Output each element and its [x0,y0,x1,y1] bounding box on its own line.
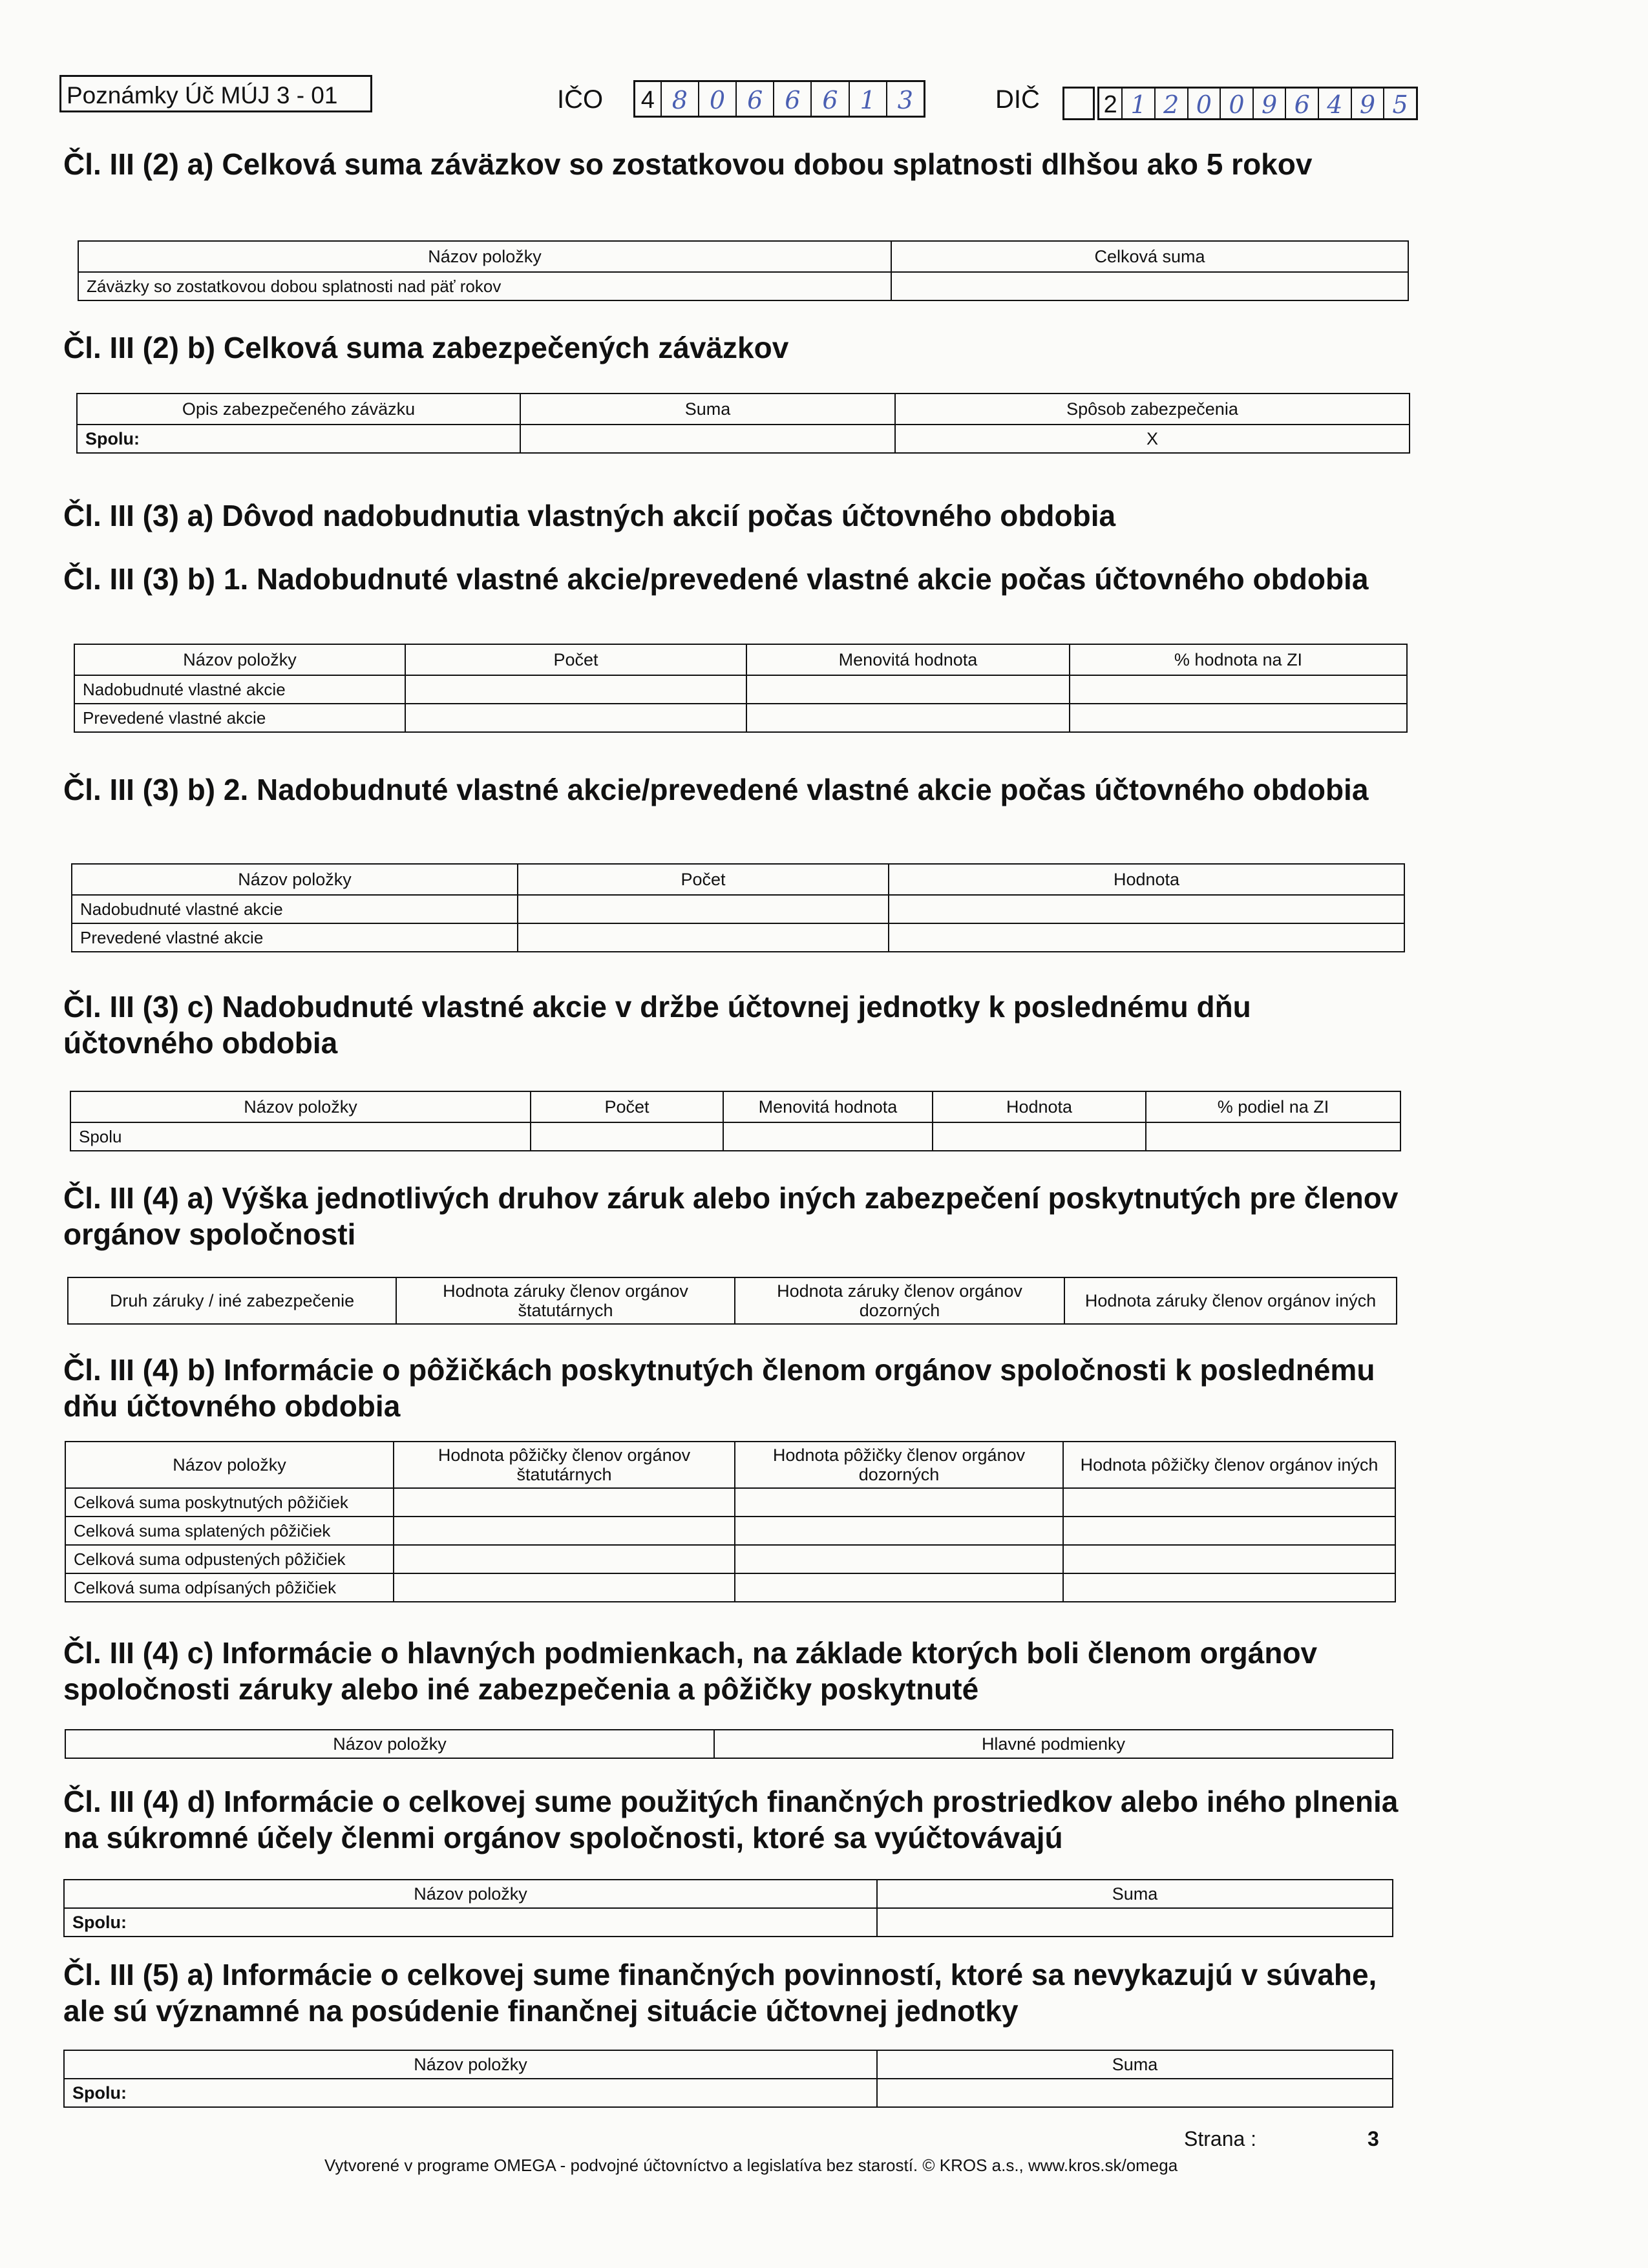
total-label: Spolu: [64,2079,877,2107]
page-label: Strana : [1184,2127,1257,2150]
table-cell [394,1488,735,1517]
table-cell [1070,704,1407,732]
table-cell [877,2079,1393,2107]
table-cell [518,923,889,952]
column-header: Menovitá hodnota [723,1091,933,1122]
form-code-box: Poznámky Úč MÚJ 3 - 01 [59,75,372,112]
dic-digit: 0 [1220,89,1252,118]
table-cell [723,1122,933,1151]
table-cell [933,1122,1146,1151]
dic-digit: 2 [1103,91,1117,118]
private-use-table [63,1879,1393,1937]
row-label: Celková suma poskytnutých pôžičiek [65,1488,394,1517]
section-heading: Čl. III (2) b) Celková suma zabezpečených záväzkov [63,331,789,364]
own-shares-table-1 [74,644,1408,733]
column-header: Hodnota pôžičky členov orgánov dozorných [735,1442,1063,1488]
total-label: Spolu: [64,1908,877,1937]
total-label: Spolu: [77,425,520,453]
table-cell [405,704,746,732]
column-header: Názov položky [74,644,405,675]
column-header: Hodnota záruky členov orgánov dozorných [735,1277,1064,1324]
ico-digit: 4 [640,87,655,114]
dic-digit: 6 [1285,89,1318,118]
column-header: Názov položky [65,1442,394,1488]
section-heading: Čl. III (2) a) Celková suma záväzkov so zostatkovou dobou splatnosti dlhšou ako 5 rokov [63,147,1313,181]
row-label: Prevedené vlastné akcie [72,923,518,952]
dic-digit: 1 [1121,89,1154,118]
section-heading: Čl. III (3) b) 1. Nadobudnuté vlastné akcie/prevedené vlastné akcie počas účtovného obdobia [63,562,1369,596]
section-heading: Čl. III (3) c) Nadobudnuté vlastné akcie v držbe účtovnej jednotky k poslednému dňu účtovného obdobia [63,990,1251,1060]
table-cell [735,1517,1063,1545]
column-header: Počet [531,1091,723,1122]
column-header: Suma [877,1880,1393,1908]
page-number: 3 [1368,2127,1379,2150]
table-cell [520,425,895,453]
main-conditions-table [65,1729,1393,1759]
column-header: Názov položky [64,2050,877,2079]
table-cell [1070,675,1407,704]
long-term-liabilities-table [78,240,1409,301]
column-header: % podiel na ZI [1146,1091,1400,1122]
table-cell [1063,1517,1395,1545]
column-header: Názov položky [70,1091,531,1122]
row-label: Spolu [70,1122,531,1151]
table-cell [735,1573,1063,1602]
column-header: Spôsob zabezpečenia [895,394,1410,425]
own-shares-table-2 [71,863,1405,952]
row-label: Celková suma splatených pôžičiek [65,1517,394,1545]
column-header: Názov položky [65,1730,714,1758]
footer-credit: Vytvorené v programe OMEGA - podvojné účtovníctvo a legislatíva bez starostí. © KROS a.s., www.kros.sk/omega [324,2156,1178,2175]
column-header: Hodnota [889,864,1404,895]
table-cell [891,272,1408,300]
row-label: Nadobudnuté vlastné akcie [74,675,405,704]
dic-field [1097,87,1418,120]
row-label: Celková suma odpísaných pôžičiek [65,1573,394,1602]
table-cell [746,704,1070,732]
ico-label: IČO [557,85,604,114]
column-header: Počet [518,864,889,895]
table-cell [394,1517,735,1545]
off-balance-table [63,2050,1393,2108]
section-heading: Čl. III (4) b) Informácie o pôžičkách poskytnutých členom orgánov spoločnosti k poslednému dňu účtovného obdobia [63,1353,1375,1423]
column-header: Celková suma [891,241,1408,272]
dic-digit: 5 [1383,89,1416,118]
guarantees-table [67,1277,1397,1325]
ico-field [633,80,925,118]
table-cell [746,675,1070,704]
table-cell [735,1488,1063,1517]
own-shares-held-table [70,1091,1401,1151]
section-heading: Čl. III (3) a) Dôvod nadobudnutia vlastných akcií počas účtovného obdobia [63,499,1116,532]
row-label: Prevedené vlastné akcie [74,704,405,732]
column-header: Hodnota záruky členov orgánov štatutárnych [396,1277,735,1324]
table-cell [1063,1573,1395,1602]
column-header: Hodnota pôžičky členov orgánov iných [1063,1442,1395,1488]
table-cell [405,675,746,704]
table-cell [1063,1488,1395,1517]
table-cell [889,923,1404,952]
section-heading: Čl. III (4) a) Výška jednotlivých druhov záruk alebo iných zabezpečení poskytnutých pre členov orgánov spoločnosti [63,1181,1399,1251]
column-header: Názov položky [64,1880,877,1908]
column-header: Menovitá hodnota [746,644,1070,675]
ico-digit: 6 [810,82,848,116]
ico-digit: 0 [698,82,735,116]
column-header: Názov položky [78,241,891,272]
row-label: Nadobudnuté vlastné akcie [72,895,518,923]
table-cell [394,1545,735,1573]
column-header: Hodnota pôžičky členov orgánov štatutárnych [394,1442,735,1488]
column-header: Opis zabezpečeného záväzku [77,394,520,425]
column-header: Názov položky [72,864,518,895]
section-heading: Čl. III (3) b) 2. Nadobudnuté vlastné akcie/prevedené vlastné akcie počas účtovného obdobia [63,773,1369,806]
dic-digit: 2 [1154,89,1187,118]
table-cell [518,895,889,923]
column-header: % hodnota na ZI [1070,644,1407,675]
loans-table [65,1441,1396,1602]
dic-empty-box [1062,87,1095,120]
ico-digit: 6 [773,82,810,116]
section-heading: Čl. III (5) a) Informácie o celkovej sume finančných povinností, ktoré sa nevykazujú v súvahe, ale sú významné na posúdenie finančnej situácie účtovnej jednotky [63,1958,1377,2028]
row-label: Celková suma odpustených pôžičiek [65,1545,394,1573]
table-cell [735,1545,1063,1573]
ico-digit: 8 [660,82,698,116]
table-cell [1063,1545,1395,1573]
section-heading: Čl. III (4) d) Informácie o celkovej sume použitých finančných prostriedkov alebo iného plnenia na súkromné účely členmi orgánov spoločnosti, ktoré sa vyúčtovávajú [63,1785,1399,1854]
secured-liabilities-table [76,393,1410,454]
column-header: Hodnota záruky členov orgánov iných [1064,1277,1397,1324]
row-label: Záväzky so zostatkovou dobou splatnosti nad päť rokov [78,272,891,300]
ico-digit: 6 [735,82,773,116]
table-cell [1146,1122,1400,1151]
dic-digit: 0 [1187,89,1220,118]
table-cell: X [895,425,1410,453]
section-heading: Čl. III (4) c) Informácie o hlavných podmienkach, na základe ktorých boli členom orgánov spoločnosti záruky alebo iné zabezpečenia a pôžičky poskytnuté [63,1636,1318,1706]
column-header: Suma [520,394,895,425]
column-header: Počet [405,644,746,675]
dic-digit: 4 [1318,89,1351,118]
dic-label: DIČ [995,85,1040,114]
column-header: Hlavné podmienky [714,1730,1393,1758]
column-header: Druh záruky / iné zabezpečenie [68,1277,396,1324]
ico-digit: 3 [886,82,924,116]
table-cell [394,1573,735,1602]
dic-digit: 9 [1252,89,1285,118]
table-cell [531,1122,723,1151]
dic-digit: 9 [1351,89,1384,118]
ico-digit: 1 [849,82,886,116]
column-header: Hodnota [933,1091,1146,1122]
column-header: Suma [877,2050,1393,2079]
table-cell [889,895,1404,923]
table-cell [877,1908,1393,1937]
